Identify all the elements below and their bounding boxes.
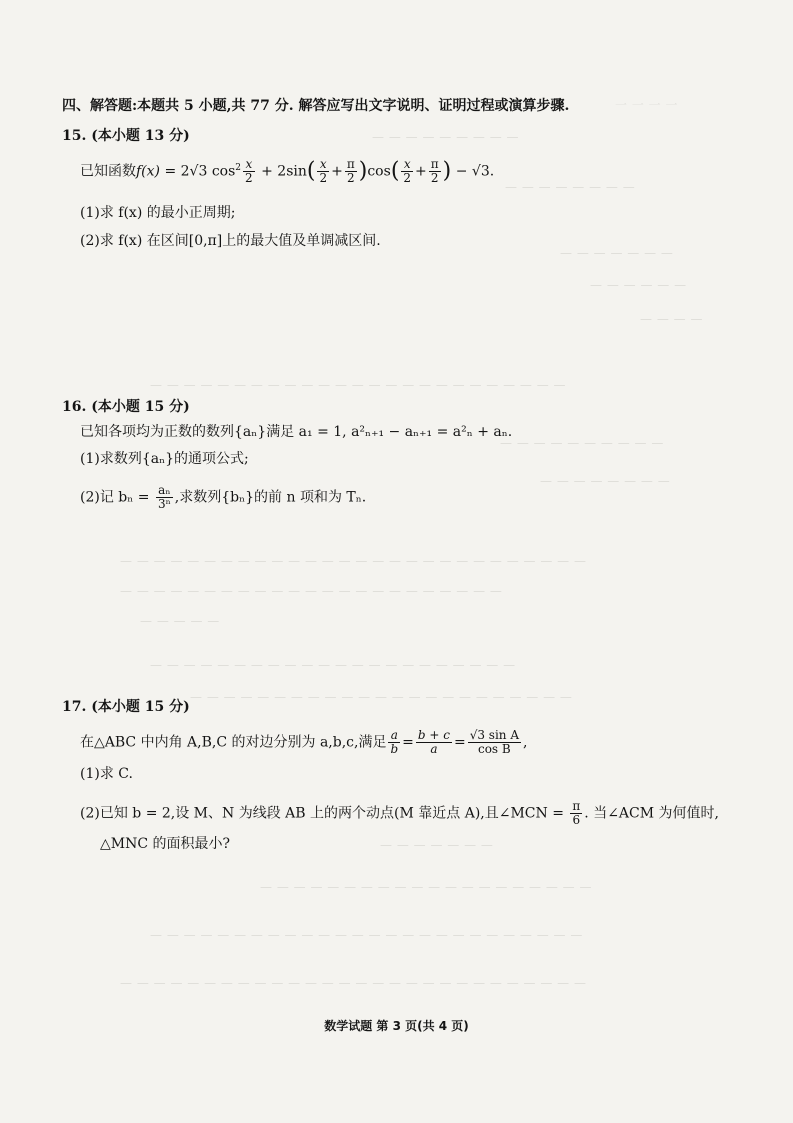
q17-part1: (1)求 C. [80,766,133,782]
q15-formula-a: = 2√3 cos [160,163,236,180]
q17-frac-3: $\frac{\text{√3 sin A}}{\text{cos B}}$ [469,728,520,756]
q15-frac-x2-c: $\frac{x}{2}$ [403,157,412,186]
q15-part1: (1)求 f(x) 的最小正周期; [80,205,236,221]
q16-stem: 已知各项均为正数的数列{aₙ}满足 a₁ = 1, a²ₙ₊₁ − aₙ₊₁ = a²ₙ + aₙ. [80,424,513,440]
section-title: 四、解答题:本题共 5 小题,共 77 分. 解答应写出文字说明、证明过程或演算步骤. [62,98,570,114]
q17-stem-a: 在△ABC 中内角 A,B,C 的对边分别为 a,b,c,满足 [80,734,387,751]
q15-frac-x2-b: $\frac{x}{2}$ [319,157,328,186]
q17-part2-c: △MNC 的面积最小? [100,836,231,852]
q16-part2 [80,484,366,511]
q16-header: 16. (本小题 15 分) [62,399,190,415]
q15-frac-pi2-c: $\frac{\pi}{2}$ [430,157,439,186]
q17-header: 17. (本小题 15 分) [62,699,190,715]
q15-header: 15. (本小题 13 分) [62,128,190,144]
q16-frac: $\frac{\text{aₙ}}{\text{3ⁿ}}$ [157,483,171,511]
q17-stem: 在△ABC 中内角 A,B,C 的对边分别为 a,b,c,满足 $\frac{a}{b}$ = $\frac{b + c}{a}$ = $\frac{\text{√3 sin A}}{\text{cos B}}$ , [80,728,528,756]
q17-frac-2: $\frac{b + c}{a}$ [417,728,450,756]
q17-part2-a: (2)已知 b = 2,设 M、N 为线段 AB 上的两个动点(M 靠近点 A),且∠MCN = [80,805,569,822]
q15-frac-pi2-b: $\frac{\pi}{2}$ [346,157,355,186]
q15-part2: (2)求 f(x) 在区间[0,π]上的最大值及单调减区间. [80,233,381,249]
q15-stem: 已知函数f(x) = 2√3 $\cos^2$ $\frac{x}{2}$ + 2sin( $\frac{x}{2}$ + $\frac{\pi}{2}$ )cos( $\frac{x}{2}$ + $\frac{\pi}{2}$ ) − √3. [80,157,495,186]
q17-part2 [80,800,719,827]
q17-part2-b: . 当∠ACM 为何值时, [584,805,719,822]
page-footer: 数学试题 第 3 页(共 4 页) [324,1019,469,1033]
q15-stem-prefix: 已知函数 [80,163,136,180]
exam-page: 一 一 一 一 — — — — — — — — — — — — — — — — — — — — — — — — — — — — — — — — — — — — — — — — — — — — — — — — — — — — — — — — — — — — — — — — — — — — — — — — — — — — — — — — — — — — — — — — — — — — — — — — — — — — — — — — — — — — — — — — — — — — — — — — — — — — — — — — — — — — — — — — — — — — — — — — — — — — — — — — — — — — — — — — — — — — — — — — — — — — — — — — — — — — — — — — — — — — — — — — — — — — — — — — — — — — — — — — — — — — — — — — — — — — — — — — — — — — — — — — — — — — — — — — — — — — — — — — — — — — — — — — — — — 四、解答题:本题共 5 小题,共 77 分. 解答应写出文字说明、证明过程或演算步骤. 15. (本小题 13 分) 已知函数f(x) = 2√3 $\cos^2$ $\frac{x}{2}$ + 2sin( $\frac{x}{2}$ + $\frac{\pi}{2}$ )cos( $\frac{x}{2}$ + $\frac{\pi}{2}$ ) − √3. (1)求 f(x) 的最小正周期; (2)求 f(x) 在区间[0,π]上的最大值及单调减区间. 16. (本小题 15 分) 已知各项均为正数的数列{aₙ}满足 a₁ = 1, a²ₙ₊₁ − aₙ₊₁ = a²ₙ + aₙ. (1)求数列{aₙ}的通项公式; (2)记 bₙ = $\frac{\text{aₙ}}{\text{3ⁿ}}$ ,求数列{bₙ}的前 n 项和为 Tₙ. 17. (本小题 15 分) 在△ABC 中内角 A,B,C 的对边分别为 a,b,c,满足 $\frac{a}{b}$ = $\frac{b + c}{a}$ = $\frac{\text{√3 sin A}}{\text{cos B}}$ , (1)求 C. (2)已知 b = 2,设 M、N 为线段 AB 上的两个动点(M 靠近点 A),且∠MCN = $\frac{\pi}{6}$ . 当∠ACM 为何值时, △MNC 的面积最小? 数学试题 第 3 页(共 4 页) [0,0,793,1123]
q16-part2-a: (2)记 bₙ = [80,489,154,506]
q15-frac-x2: $\frac{x}{2}$ [245,157,253,186]
q15-formula-b: + 2sin [256,163,307,180]
q15-formula-c: cos [367,163,391,180]
q16-part1: (1)求数列{aₙ}的通项公式; [80,451,249,467]
q17-frac-pi6: $\frac{\pi}{6}$ [572,799,581,827]
q16-part2-b: ,求数列{bₙ}的前 n 项和为 Tₙ. [174,489,367,506]
q15-fx: f(x) [136,163,161,180]
q15-formula-end: − √3. [451,163,495,180]
q17-frac-1: $\frac{a}{b}$ [390,728,399,756]
